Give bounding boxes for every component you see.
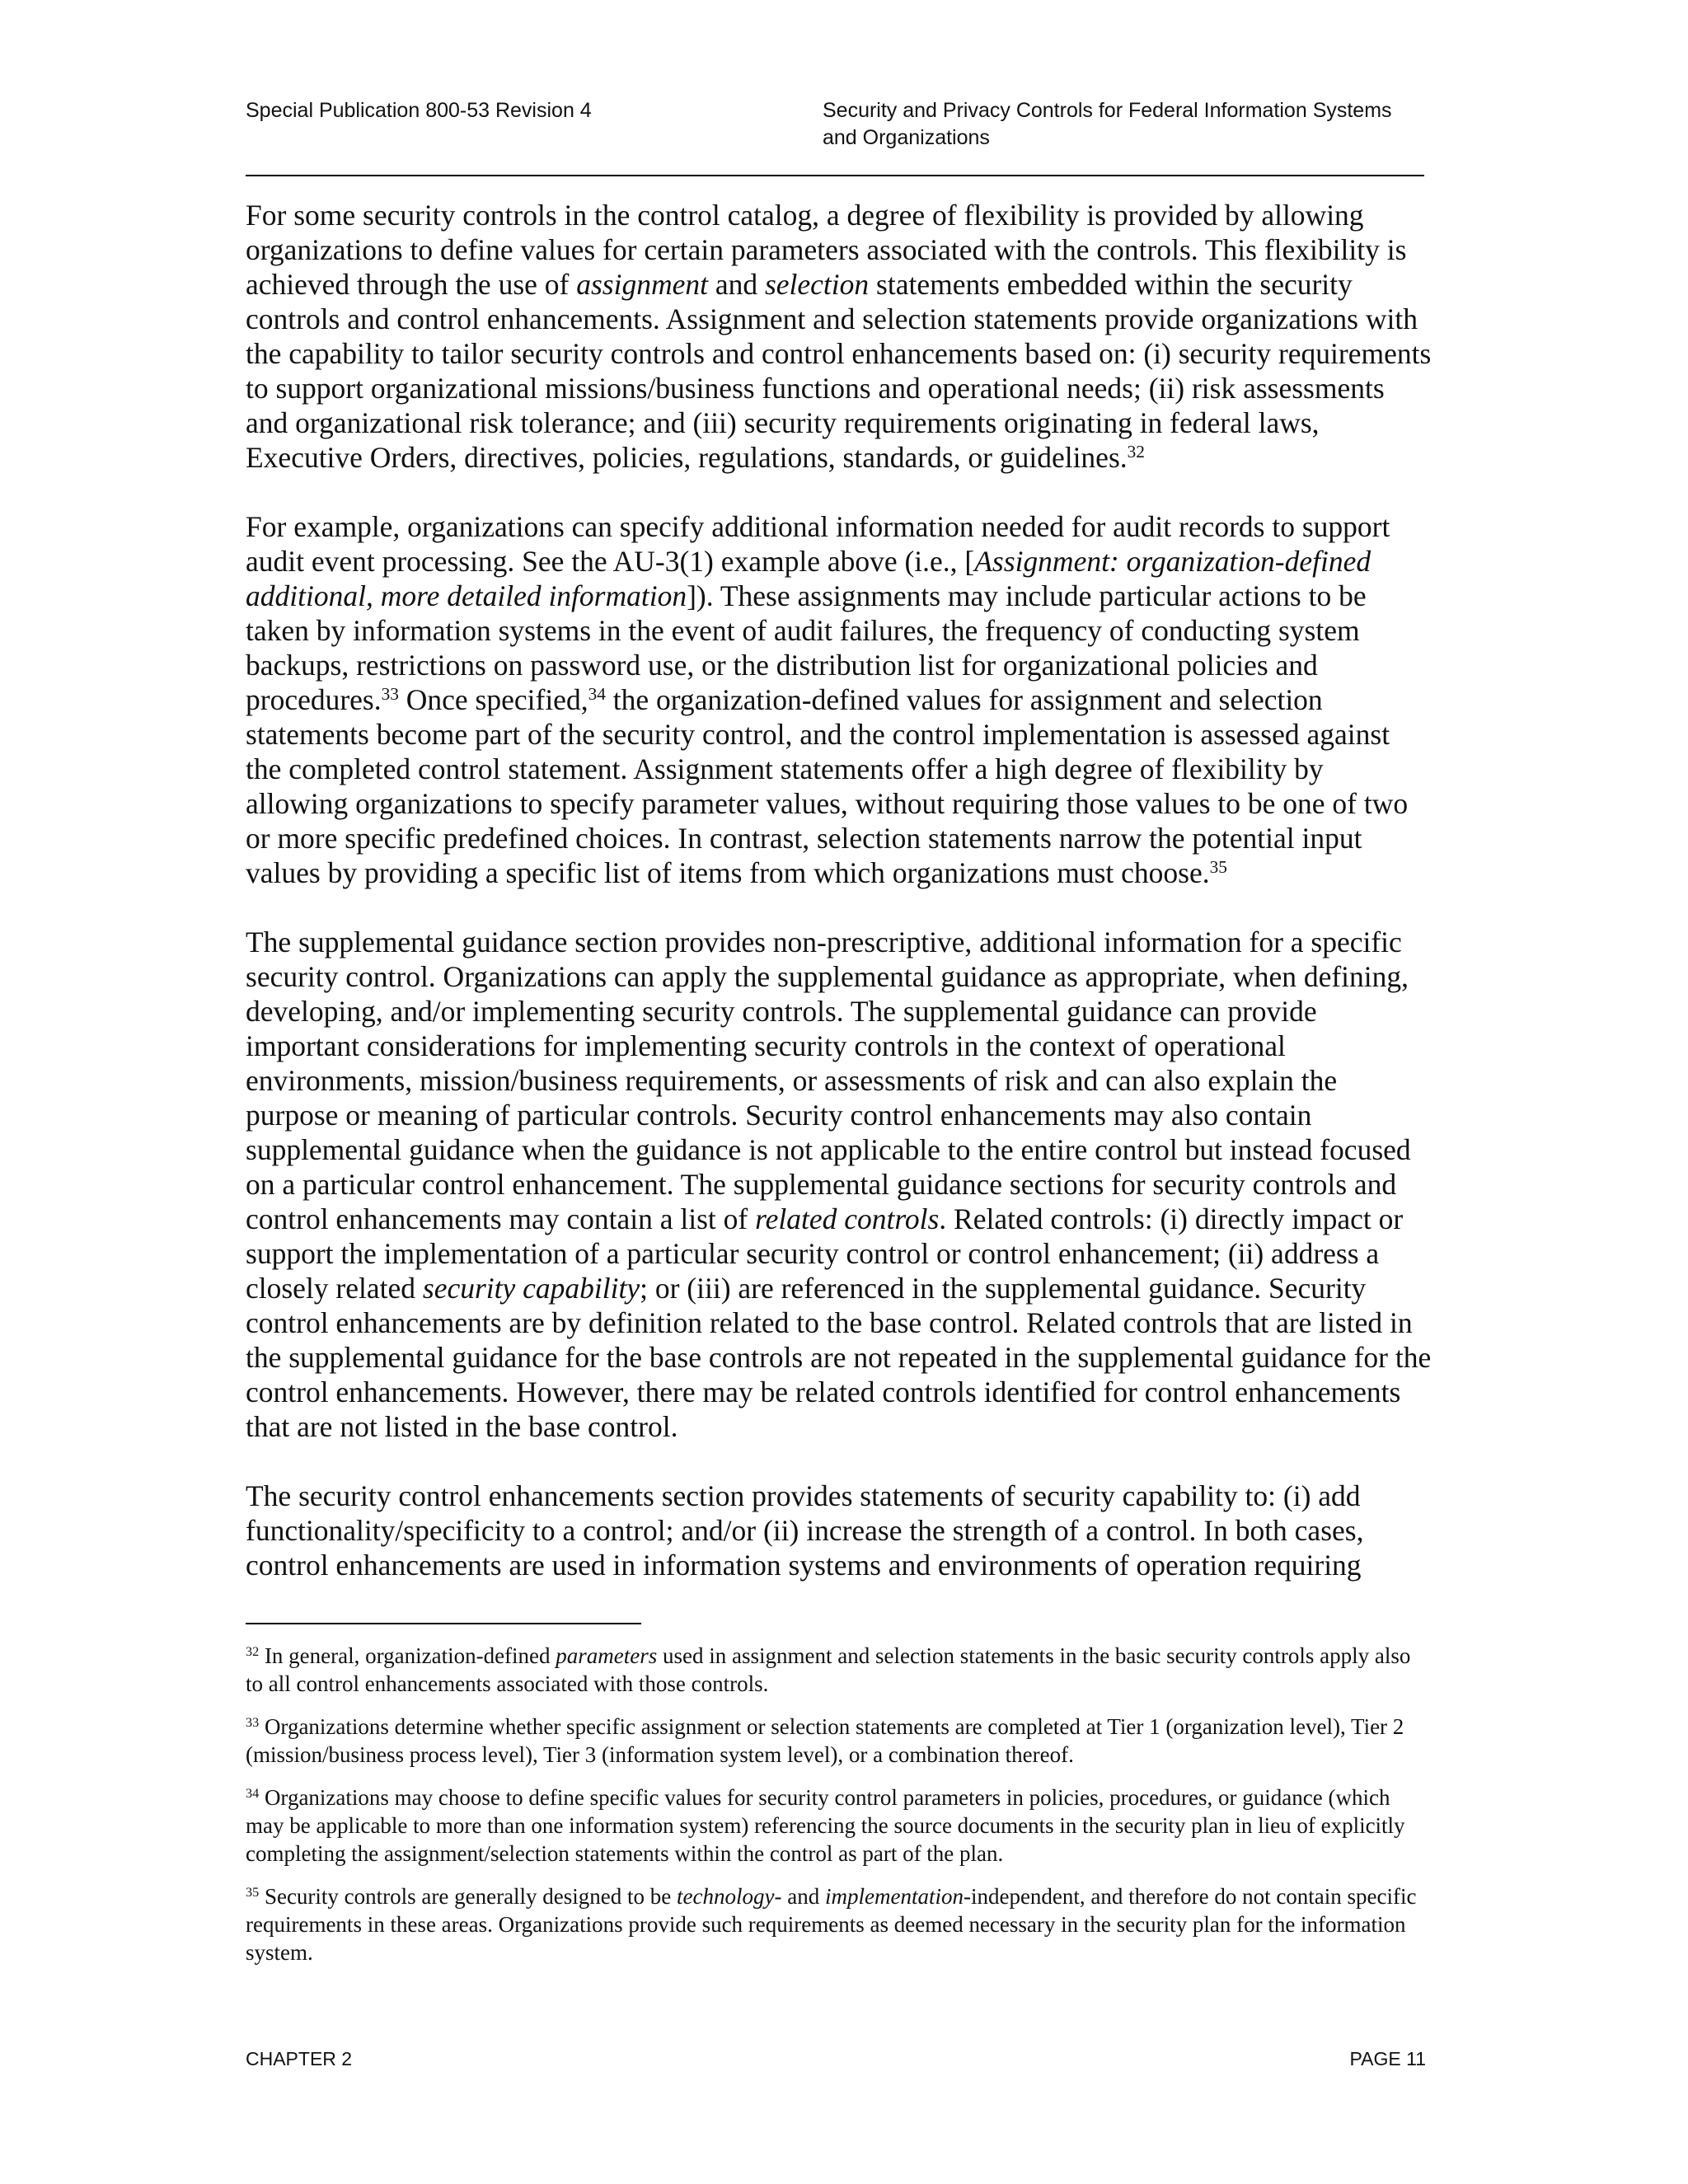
- footnote-rule: [246, 1623, 641, 1624]
- text: The security control enhancements section provides statements of security capability to: (i) add functionality/specificity to a control; and/or (ii) increase the strength of a control. In both cases, control enhancements are used in information systems and environments of operation requiring: [246, 1479, 1364, 1582]
- text: ; or (iii) are referenced in the supplemental guidance. Security control enhancements are by definition related to the base control. Related controls that are listed in the supplemental guidance for the base controls are not repeated in the supplemental guidance for the control enhancements. However, there may be related controls identified for control enhancements that are not listed in the base control.: [246, 1272, 1432, 1443]
- document-title: [823, 97, 1432, 152]
- footnote-ref: 33: [381, 684, 399, 705]
- footnote-number: 34: [246, 1786, 260, 1802]
- italic-text: security capability: [422, 1272, 640, 1305]
- footnote-34: [246, 1783, 1432, 1868]
- text: - and: [774, 1884, 825, 1909]
- text: ]). These assignments may include particular actions to be taken by information systems in the event of audit failures, the frequency of conducting system backups, restrictions on password use, or the distribution list for organizational policies and procedures.: [246, 579, 1367, 716]
- text: and: [707, 268, 765, 301]
- footnote-number: 35: [246, 1885, 260, 1900]
- italic-text: parameters: [556, 1643, 658, 1668]
- footnote-35: [246, 1882, 1432, 1966]
- text: Organizations may choose to define specific values for security control parameters in policies, procedures, or guidance (which may be applicable to more than one information system) referencing the source documents in the security plan in lieu of explicitly completing the assignment/selection statements within the control as part of the plan.: [246, 1785, 1405, 1866]
- text: The supplemental guidance section provides non-prescriptive, additional information for a specific security control. Organizations can apply the supplemental guidance as appropriate, when defining, developing, and/or implementing security controls. The supplemental guidance can provide important considerations for implementing security controls in the context of operational environments, mission/business requirements, or assessments of risk and can also explain the purpose or meaning of particular controls. Security control enhancements may also contain supplemental guidance when the guidance is not applicable to the entire control but instead focused on a particular control enhancement. The supplemental guidance sections for security controls and control enhancements may contain a list of: [246, 926, 1411, 1235]
- italic-text: related controls: [755, 1202, 940, 1235]
- header-rule: [246, 175, 1424, 176]
- text: Security controls are generally designed to be: [259, 1884, 678, 1909]
- paragraph-1: [246, 198, 1432, 475]
- body-text: [246, 198, 1432, 1617]
- italic-text: assignment: [576, 268, 708, 301]
- text: Organizations determine whether specific assignment or selection statements are completed at Tier 1 (organization level), Tier 2 (mission/business process level), Tier 3 (information system level), or a combination thereof.: [246, 1714, 1404, 1767]
- text: For some security controls in the control catalog, a degree of flexibility is provided by allowing organizations to define values for certain parameters associated with the controls. This flexibility is achieved through the use of: [246, 199, 1407, 301]
- chapter-label: CHAPTER 2: [246, 2048, 353, 2069]
- text: -independent, and therefore do not contain specific requirements in these areas. Organizations provide such requirements as deemed necessary in the security plan for the information system.: [246, 1884, 1417, 1965]
- text: In general, organization-defined: [259, 1643, 556, 1668]
- footnote-ref: 35: [1209, 857, 1227, 878]
- footnote-number: 32: [246, 1644, 260, 1660]
- document-title-line1: Security and Privacy Controls for Federal Information Systems: [823, 99, 1392, 122]
- paragraph-3: [246, 925, 1432, 1444]
- footnote-ref: 34: [588, 684, 606, 705]
- footnote-ref: 32: [1127, 442, 1145, 462]
- text: For example, organizations can specify additional information needed for audit records to support audit event processing. See the AU-3(1) example above (i.e., [: [246, 510, 1390, 578]
- italic-text: Assignment: organization-defined additional, more detailed information: [246, 545, 1372, 612]
- publication-title: Special Publication 800-53 Revision 4: [246, 99, 592, 122]
- text: the organization-defined values for assignment and selection statements become part of the security control, and the control implementation is assessed against the completed control statement. Assignment statements offer a high degree of flexibility by allowing organizations to specify parameter values, without requiring those values to be one of two or more specific predefined choices. In contrast, selection statements narrow the potential input values by providing a specific list of items from which organizations must choose.: [246, 683, 1409, 889]
- italic-text: implementation: [824, 1884, 964, 1909]
- footnote-32: [246, 1642, 1432, 1698]
- italic-text: selection: [764, 268, 870, 301]
- paragraph-2: [246, 509, 1432, 890]
- text: . Related controls: (i) directly impact or support the implementation of a particular security control or control enhancement; (ii) address a closely related: [246, 1202, 1404, 1305]
- text: Once specified,: [398, 683, 588, 716]
- footnote-number: 33: [246, 1715, 260, 1731]
- italic-text: technology: [677, 1884, 775, 1909]
- text: used in assignment and selection statements in the basic security controls apply also to all control enhancements associated with those controls.: [246, 1643, 1411, 1696]
- document-title-line2: and Organizations: [823, 126, 990, 149]
- footnote-33: [246, 1713, 1432, 1769]
- text: statements embedded within the security controls and control enhancements. Assignment and selection statements provide organizations with the capability to tailor security controls and control enhancements based on: (i) security requirements to support organizational missions/business functions and operational needs; (ii) risk assessments and organizational risk tolerance; and (iii) security requirements originating in federal laws, Executive Orders, directives, policies, regulations, standards, or guidelines.: [246, 268, 1432, 474]
- paragraph-4: [246, 1479, 1432, 1582]
- footnotes: [246, 1642, 1432, 1981]
- page-number: PAGE 11: [1349, 2048, 1426, 2069]
